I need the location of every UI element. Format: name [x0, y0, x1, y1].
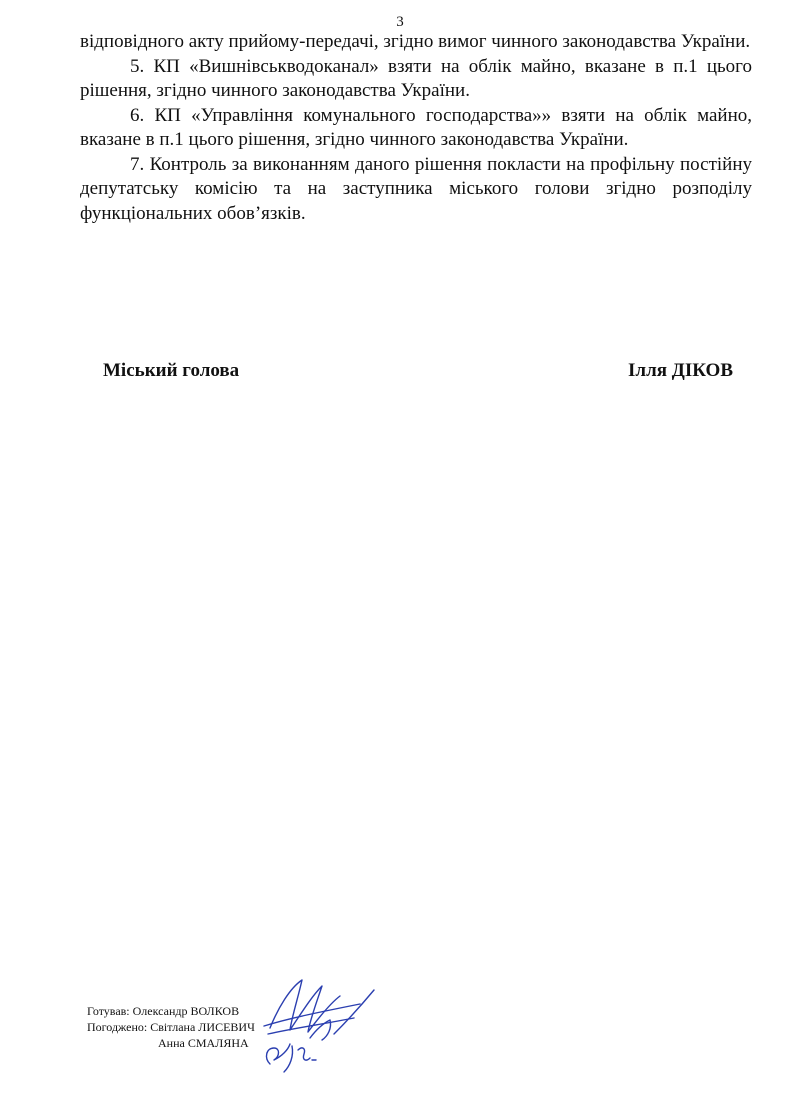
page-number: 3 [396, 14, 404, 30]
paragraph-item-5: 5. КП «Вишнівськводоканал» взяти на облік майно, вказане в п.1 цього рішення, згідно чинного законодавства України. [80, 55, 752, 101]
paragraph-item-6: 6. КП «Управління комунального господарства»» взяти на облік майно, вказане в п.1 цього рішення, згідно чинного законодавства України. [80, 104, 752, 150]
agreed-by-line: Погоджено: Світлана ЛИСЕВИЧ [87, 1020, 255, 1034]
document-footer [87, 1003, 255, 1051]
document-body [80, 30, 752, 226]
paragraph-continuation: відповідного акту прийому-передачі, згідно вимог чинного законодавства України. [80, 31, 751, 52]
signatory-name: Ілля ДІКОВ [628, 360, 733, 381]
agreed-by-line-2: Анна СМАЛЯНА [158, 1036, 249, 1050]
paragraph-item-7: 7. Контроль за виконанням даного рішення покласти на профільну постійну депутатську комісію та на заступника міського голови згідно розподілу функціональних обов’язків. [80, 153, 752, 224]
prepared-by-line: Готував: Олександр ВОЛКОВ [87, 1004, 240, 1018]
signatory-title: Міський голова [103, 360, 240, 381]
handwritten-signature-icon [250, 968, 390, 1078]
